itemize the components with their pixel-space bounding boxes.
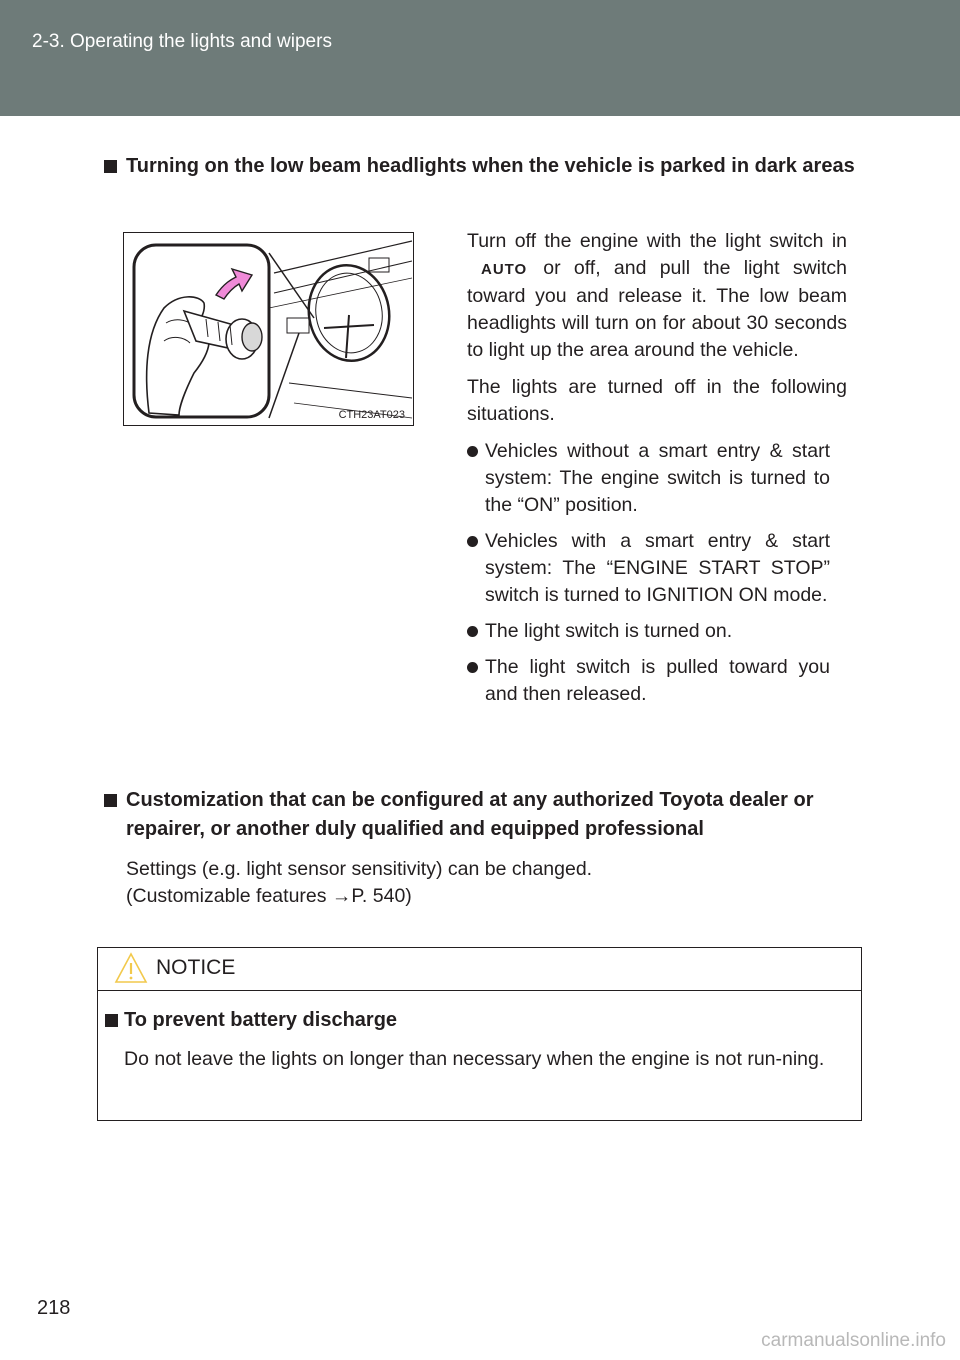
notice-text: Do not leave the lights on longer than necessary when the engine is not run-ning. [124,1048,825,1070]
light-switch-illustration [123,232,414,426]
square-bullet-icon [104,160,117,173]
notice-header [98,948,861,991]
list-item: Vehicles with a smart entry & start system: The “ENGINE START STOP” switch is turned to IGNITION ON mode. [467,528,830,609]
watermark: carmanualsonline.info [761,1330,946,1351]
section-title: 2-3. Operating the lights and wipers [32,31,332,52]
round-bullet-icon [467,662,478,673]
list-item: The light switch is turned on. [467,618,830,645]
round-bullet-icon [467,626,478,637]
list-item: Vehicles without a smart entry & start system: The engine switch is turned to the “ON” position. [467,438,830,519]
auto-switch-icon: AUTO [481,261,528,278]
section-customization [104,786,856,910]
page-header [0,0,960,116]
page-number: 218 [37,1297,71,1319]
notice-heading: To prevent battery discharge [105,1006,857,1035]
notice-title: NOTICE [156,956,236,979]
warning-triangle-icon [114,952,148,984]
customization-body: Settings (e.g. light sensor sensitivity) can be changed. (Customizable features →P. 540) [126,856,856,910]
list-item: The light switch is pulled toward you and then released. [467,654,830,708]
notice-body [105,1006,857,1073]
round-bullet-icon [467,446,478,457]
instructions-column [467,228,847,717]
page-reference: (Customizable features →P. 540) [126,885,412,907]
situations-list [467,438,847,708]
section-heading: Customization that can be configured at any authorized Toyota dealer or repairer, or another duly qualified and equipped professional [104,786,856,844]
figure-id: CTH23AT023 [338,409,405,421]
hand-pulling-switch-illustration [124,233,413,425]
notice-box [97,947,862,1121]
section-low-beam [104,152,856,181]
round-bullet-icon [467,536,478,547]
square-bullet-icon [105,1014,118,1027]
square-bullet-icon [104,794,117,807]
section-heading: Turning on the low beam headlights when the vehicle is parked in dark areas [104,152,856,181]
paragraph-turn-off-engine: Turn off the engine with the light switch inAUTO or off, and pull the light switch toward you and release it. The low beam headlights will turn on for about 30 seconds to light up the area around the vehicle. [467,230,847,361]
paragraph-lights-off-situations: The lights are turned off in the following situations. [467,376,847,425]
